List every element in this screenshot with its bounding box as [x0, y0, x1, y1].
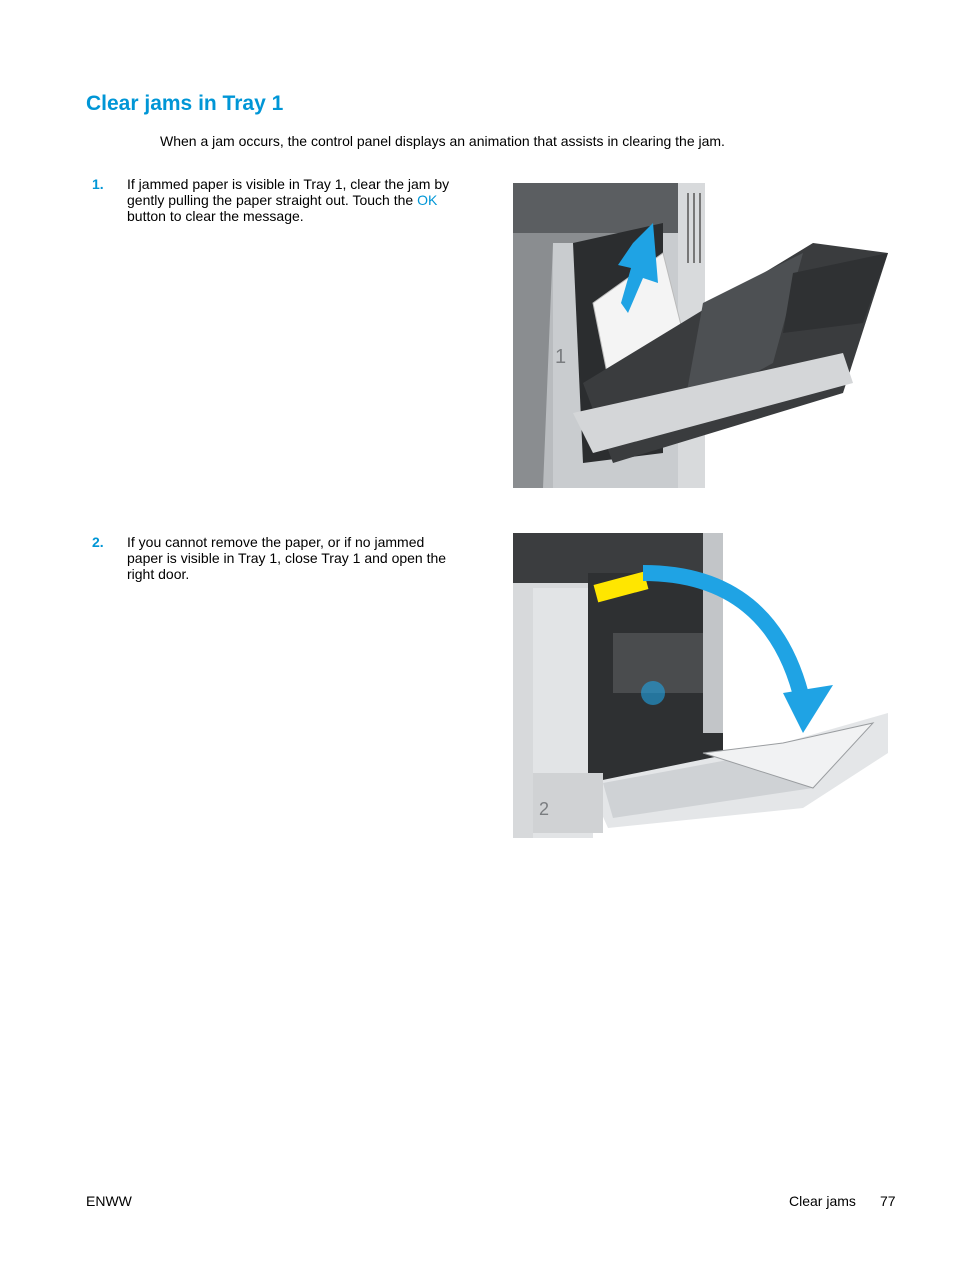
- footer-page-number: 77: [880, 1193, 896, 1209]
- step-number: 2.: [92, 534, 104, 550]
- intro-paragraph: When a jam occurs, the control panel displays an animation that assists in clearing the jam.: [160, 133, 725, 149]
- tray1-jam-illustration: [513, 183, 888, 491]
- step-text: If you cannot remove the paper, or if no jammed paper is visible in Tray 1, close Tray 1 and open the right door.: [127, 534, 447, 582]
- footer-section: Clear jams: [789, 1193, 856, 1209]
- step-text: If jammed paper is visible in Tray 1, clear the jam by gently pulling the paper straight out. Touch the OK button to clear the message.: [127, 176, 450, 224]
- page-title: Clear jams in Tray 1: [86, 92, 284, 115]
- right-door-open-illustration: [513, 533, 888, 838]
- footer-left: ENWW: [86, 1193, 132, 1209]
- step-number: 1.: [92, 176, 104, 192]
- tray2-number-label: 2: [539, 799, 550, 819]
- ok-button-reference: OK: [417, 192, 438, 208]
- tray-number-label: 1: [555, 346, 567, 368]
